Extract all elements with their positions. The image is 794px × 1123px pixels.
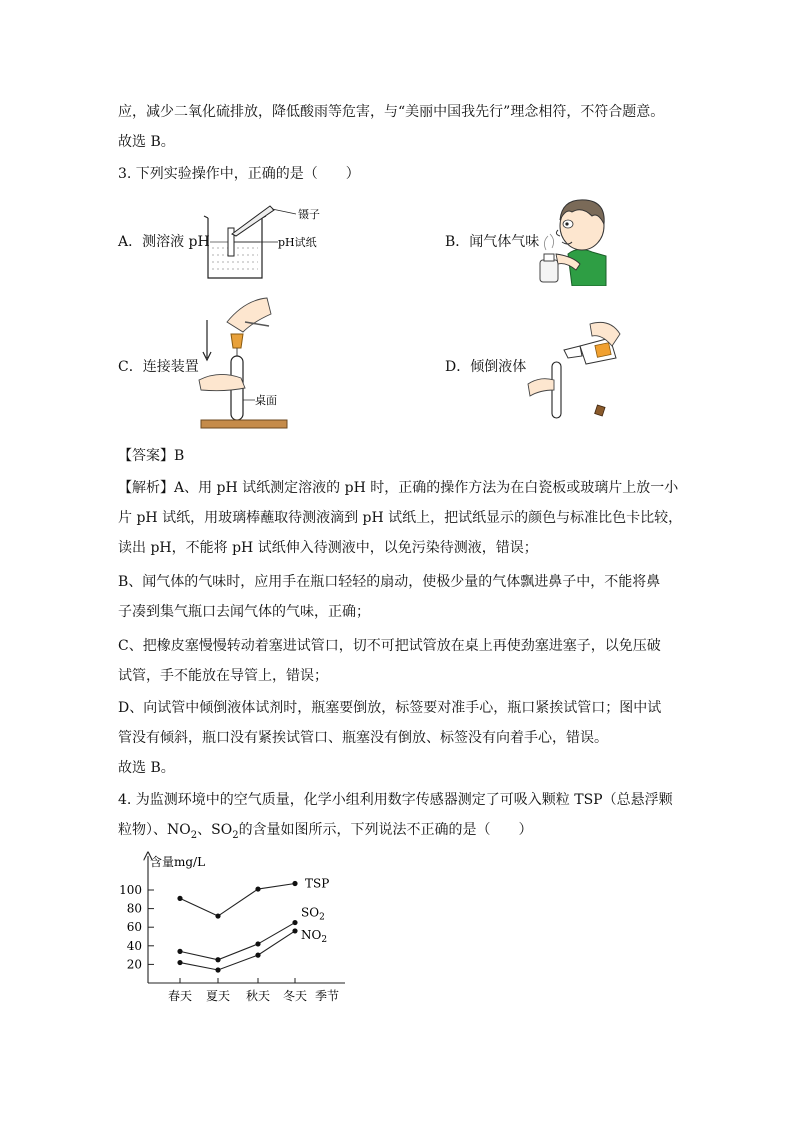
- y-tick-label: 40: [126, 938, 142, 953]
- answer-line: 【答案】B: [118, 448, 185, 464]
- explanation-line: 故选 B。: [118, 760, 175, 776]
- y-tick-label: 20: [126, 957, 142, 972]
- subscript-2: 2: [190, 829, 198, 841]
- series-label: $SO_2$: [301, 905, 325, 923]
- ph-paper-label: pH试纸: [278, 236, 317, 249]
- series-label: TSP: [305, 876, 330, 891]
- pollutant-line-chart: [110, 850, 360, 1010]
- data-point: [215, 957, 220, 962]
- explanation-line: 试管，手不能放在导管上，错误；: [118, 668, 328, 684]
- explanation-line: 读出 pH，不能将 pH 试纸伸入待测液中，以免污染待测液，错误；: [118, 540, 538, 556]
- data-point: [177, 949, 182, 954]
- explanation-line: 片 pH 试纸，用玻璃棒蘸取待测液滴到 pH 试纸上，把试纸显示的颜色与标准比色卡比较，: [118, 510, 683, 526]
- data-point: [177, 960, 182, 965]
- data-point: [215, 913, 220, 918]
- ph-test-illustration: [200, 200, 340, 282]
- x-tick-label: 春天: [167, 989, 193, 1003]
- x-tick-label: 夏天: [205, 989, 231, 1003]
- y-tick-label: 60: [126, 920, 142, 935]
- q4-text-mid: 、SO: [197, 822, 233, 838]
- series-line-no: [180, 931, 295, 970]
- question-4-cont: [118, 820, 533, 846]
- tweezers-label: 镊子: [298, 208, 320, 221]
- q4-text-post: 的含量如图所示，下列说法不正确的是（ ）: [238, 822, 533, 838]
- data-point: [292, 928, 297, 933]
- q4-text-pre: 粒物）、NO: [118, 822, 191, 838]
- explanation-line: 【解析】A、用 pH 试纸测定溶液的 pH 时，正确的操作方法为在白瓷板或玻璃片上放一小: [118, 480, 679, 496]
- y-tick-label: 80: [126, 901, 142, 916]
- question-4: 4. 为监测环境中的空气质量，化学小组利用数字传感器测定了可吸入颗粒 TSP（总悬浮颗: [118, 792, 673, 808]
- connect-apparatus-illustration: [195, 292, 305, 434]
- data-point: [215, 967, 220, 972]
- explanation-line: C、把橡皮塞慢慢转动着塞进试管口，切不可把试管放在桌上再使劲塞进塞子，以免压破: [118, 638, 661, 654]
- x-tick-label: 秋天: [245, 989, 271, 1003]
- explanation-line: B、闻气体的气味时，应用手在瓶口轻轻的扇动，使极少量的气体飘进鼻子中，不能将鼻: [118, 574, 661, 590]
- data-point: [255, 886, 260, 891]
- x-axis-label: 季节: [315, 989, 340, 1003]
- series-line-tsp: [180, 883, 295, 916]
- explanation-line: 子凑到集气瓶口去闻气体的气味，正确；: [118, 604, 370, 620]
- data-point: [255, 941, 260, 946]
- series-label: $NO_2$: [301, 927, 328, 945]
- option-a-label: A．测溶液 pH: [118, 234, 210, 250]
- series-line-so: [180, 923, 295, 960]
- option-c-label: C．连接装置: [118, 359, 199, 375]
- text-line: 应，减少二氧化硫排放，降低酸雨等危害，与“美丽中国我先行”理念相符，不符合题意。: [118, 104, 665, 120]
- data-point: [292, 920, 297, 925]
- text-line: 故选 B。: [118, 134, 175, 150]
- option-d-label: D．倾倒液体: [445, 359, 527, 375]
- smell-gas-illustration: [532, 194, 612, 286]
- option-b-label: B．闻气体气味: [445, 234, 540, 250]
- data-point: [255, 953, 260, 958]
- data-point: [292, 881, 297, 886]
- subscript-2: 2: [232, 829, 239, 841]
- question-3: 3. 下列实验操作中，正确的是（ ）: [118, 166, 360, 182]
- explanation-line: 管没有倾斜，瓶口没有紧挨试管口、瓶塞没有倒放、标签没有向着手心，错误。: [118, 730, 608, 746]
- y-tick-label: 100: [119, 883, 142, 897]
- desk-label: 桌面: [255, 394, 277, 407]
- data-point: [177, 896, 182, 901]
- y-axis-label: 含量mg/L: [150, 855, 206, 869]
- x-tick-label: 冬天: [282, 989, 308, 1003]
- pour-liquid-illustration: [520, 316, 630, 422]
- explanation-line: D、向试管中倾倒液体试剂时，瓶塞要倒放，标签要对准手心，瓶口紧挨试管口；图中试: [118, 700, 662, 716]
